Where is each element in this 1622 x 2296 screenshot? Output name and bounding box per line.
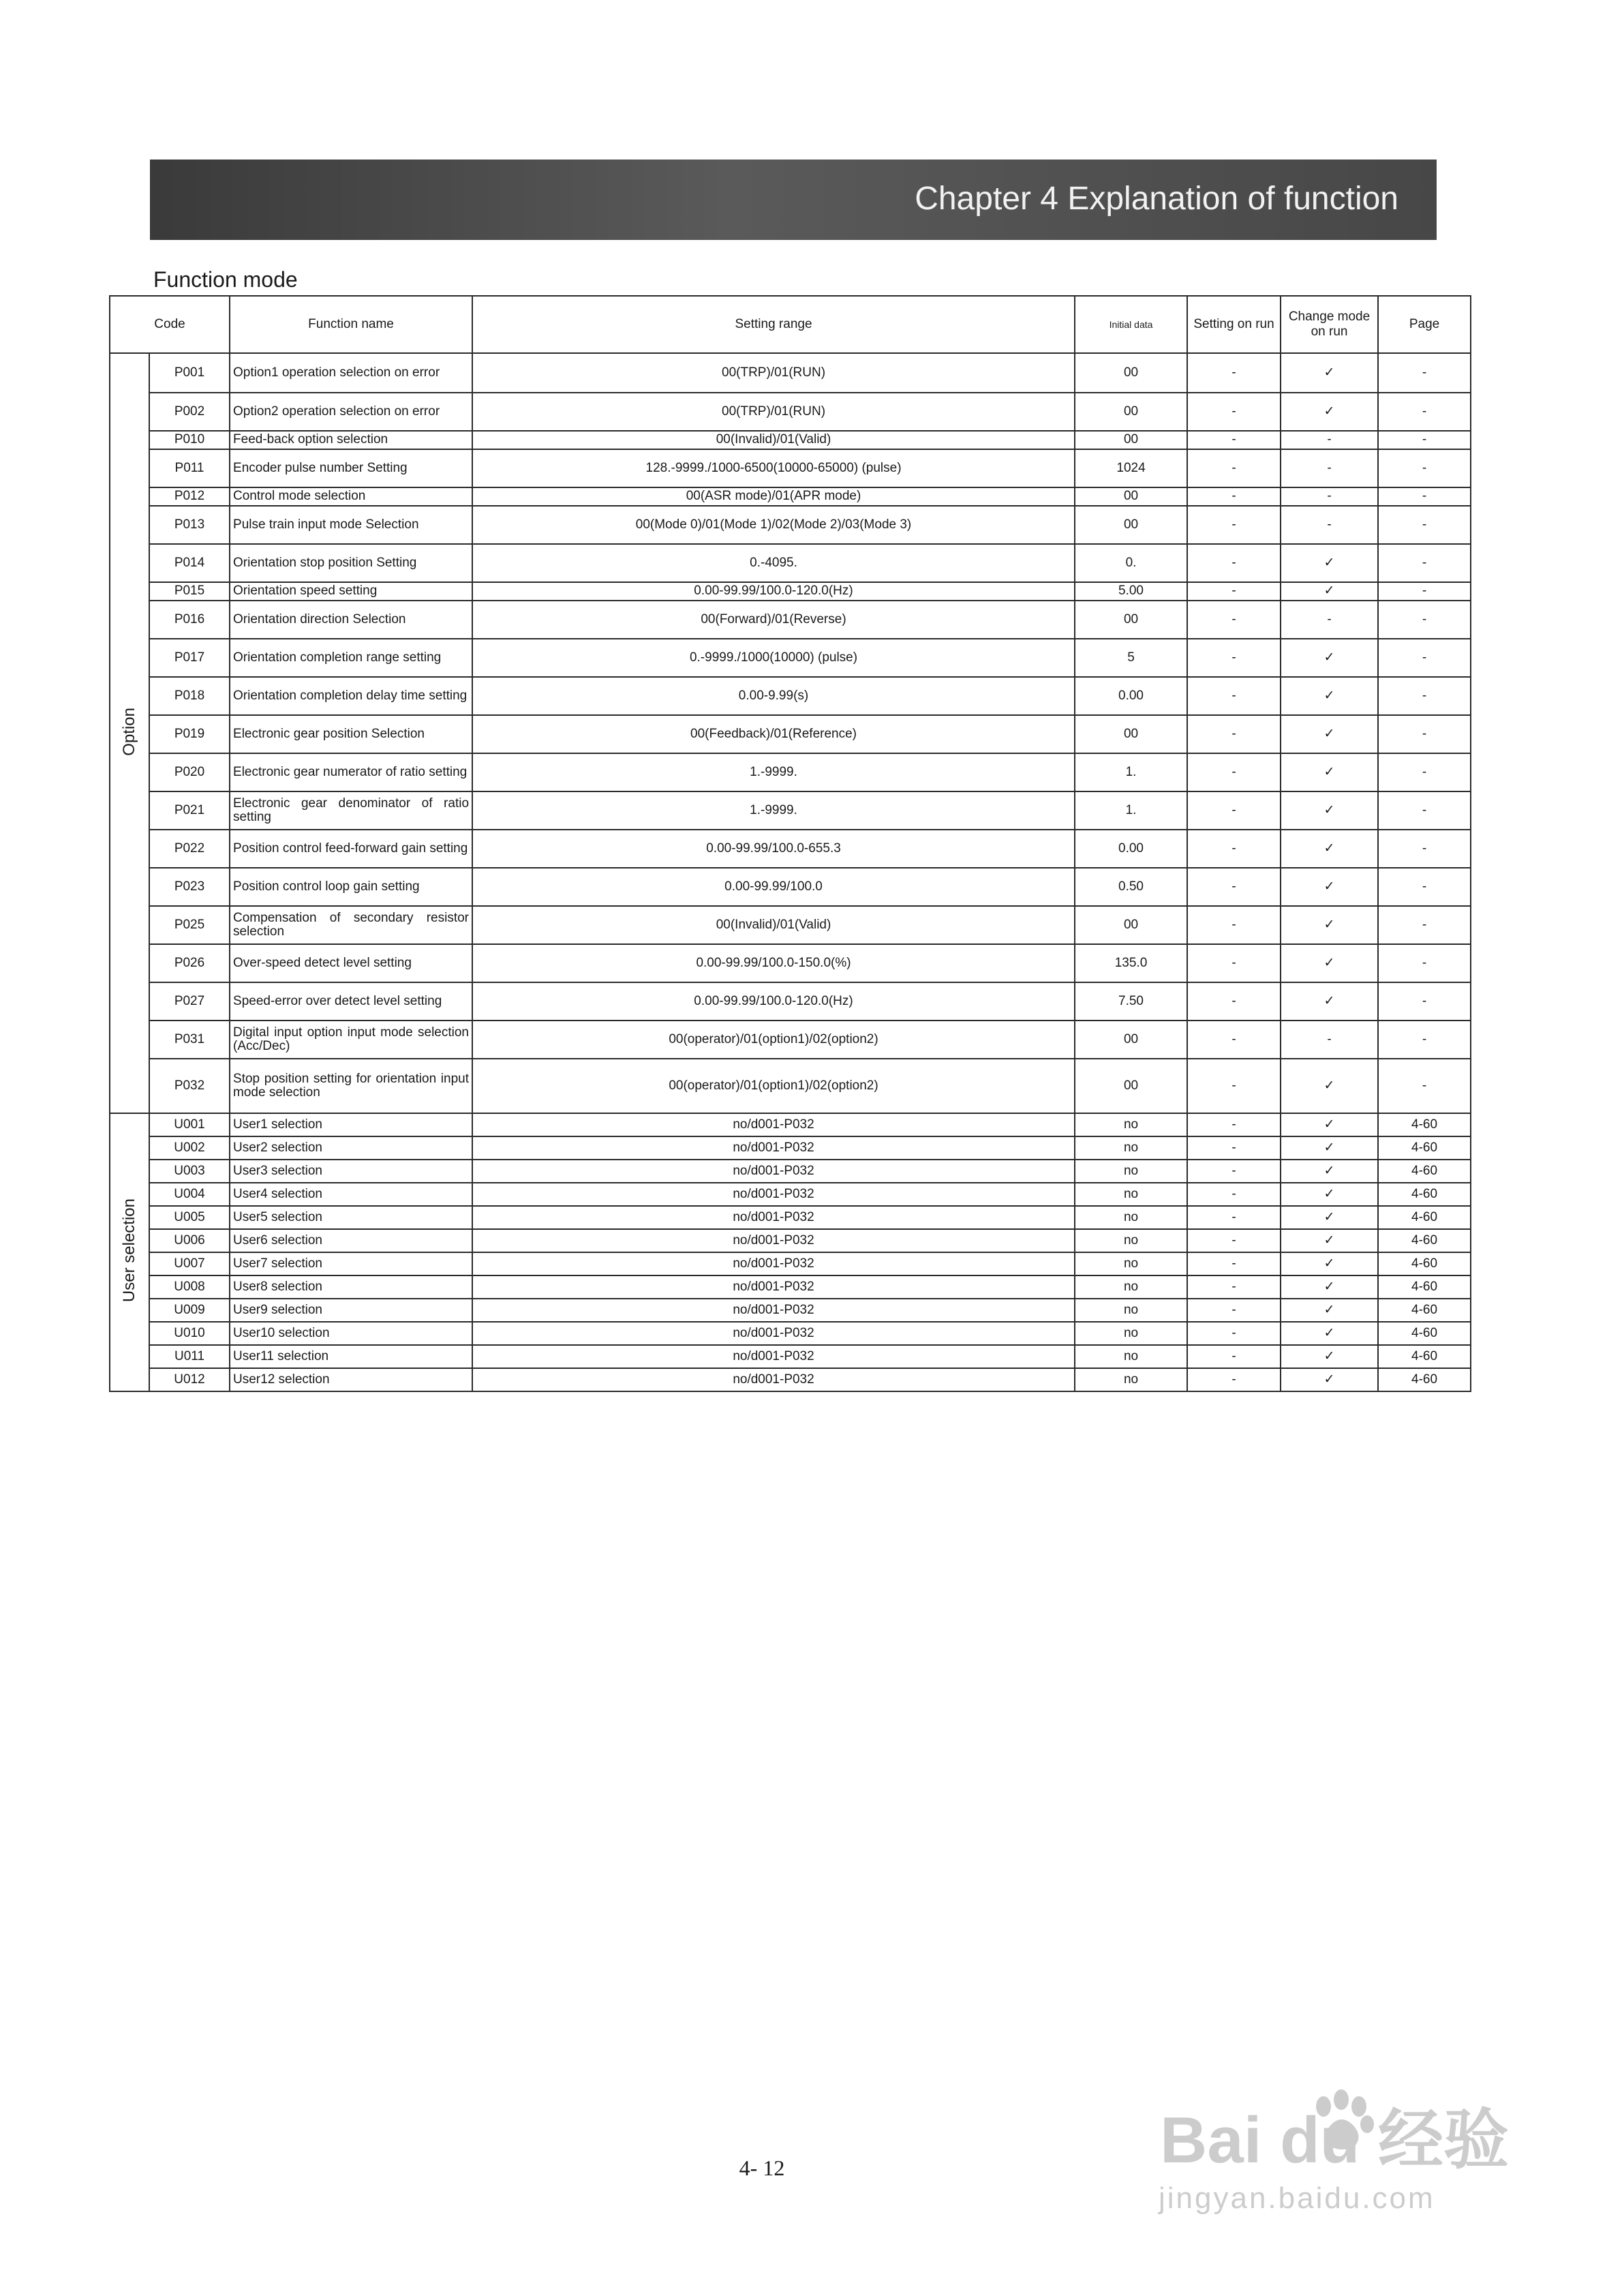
chapter-title: Chapter 4 Explanation of function [915, 181, 1398, 217]
cell-code: U012 [149, 1368, 230, 1391]
cell-change-mode-on-run: ✓ [1281, 791, 1378, 830]
cell-change-mode-on-run: ✓ [1281, 1275, 1378, 1299]
table-row [110, 982, 1471, 1021]
cell-setting-range: no/d001-P032 [472, 1322, 1075, 1345]
cell-code: P023 [149, 868, 230, 906]
header-setting-range: Setting range [472, 296, 1075, 353]
cell-setting-on-run: - [1187, 1275, 1281, 1299]
cell-setting-on-run: - [1187, 1183, 1281, 1206]
section-title: Function mode [153, 267, 298, 292]
table-row [110, 487, 1471, 506]
cell-setting-range: 0.-4095. [472, 544, 1075, 582]
cell-setting-range: no/d001-P032 [472, 1252, 1075, 1275]
cell-change-mode-on-run: ✓ [1281, 1299, 1378, 1322]
cell-function-name: User6 selection [230, 1229, 472, 1252]
cell-function-name: Option2 operation selection on error [230, 393, 472, 431]
cell-initial-data: no [1075, 1299, 1187, 1322]
table-row [110, 506, 1471, 544]
cell-setting-on-run: - [1187, 982, 1281, 1021]
cell-function-name: Orientation completion delay time setting [230, 677, 472, 715]
cell-change-mode-on-run: - [1281, 1021, 1378, 1059]
table-row [110, 1229, 1471, 1252]
cell-page: - [1378, 715, 1471, 753]
cell-page: - [1378, 868, 1471, 906]
table-row [110, 1113, 1471, 1136]
cell-code: P002 [149, 393, 230, 431]
cell-setting-on-run: - [1187, 830, 1281, 868]
cell-code: U007 [149, 1252, 230, 1275]
cell-initial-data: 00 [1075, 715, 1187, 753]
cell-initial-data: 7.50 [1075, 982, 1187, 1021]
cell-setting-on-run: - [1187, 582, 1281, 601]
cell-function-name: Stop position setting for orientation input mode selection [230, 1059, 472, 1113]
cell-initial-data: no [1075, 1252, 1187, 1275]
cell-function-name: User4 selection [230, 1183, 472, 1206]
cell-setting-range: no/d001-P032 [472, 1136, 1075, 1160]
cell-initial-data: 5.00 [1075, 582, 1187, 601]
cell-code: P020 [149, 753, 230, 791]
cell-setting-on-run: - [1187, 944, 1281, 982]
chapter-header-bar [150, 160, 1437, 240]
header-function-name: Function name [230, 296, 472, 353]
cell-function-name: Compensation of secondary resistor selection [230, 906, 472, 944]
cell-page: - [1378, 906, 1471, 944]
cell-initial-data: no [1075, 1229, 1187, 1252]
cell-page: - [1378, 487, 1471, 506]
table-row [110, 830, 1471, 868]
cell-function-name: User11 selection [230, 1345, 472, 1368]
cell-function-name: Orientation completion range setting [230, 639, 472, 677]
cell-change-mode-on-run: - [1281, 449, 1378, 487]
cell-page: - [1378, 677, 1471, 715]
cell-page: - [1378, 944, 1471, 982]
header-initial-data: Initial data [1075, 296, 1187, 353]
cell-setting-range: no/d001-P032 [472, 1229, 1075, 1252]
cell-setting-on-run: - [1187, 1229, 1281, 1252]
cell-code: P010 [149, 431, 230, 449]
cell-function-name: Electronic gear position Selection [230, 715, 472, 753]
table-row [110, 1183, 1471, 1206]
cell-change-mode-on-run: ✓ [1281, 1345, 1378, 1368]
cell-page: 4-60 [1378, 1183, 1471, 1206]
table-row [110, 791, 1471, 830]
cell-change-mode-on-run: ✓ [1281, 582, 1378, 601]
cell-change-mode-on-run: ✓ [1281, 1160, 1378, 1183]
cell-setting-on-run: - [1187, 753, 1281, 791]
group-label-cell [110, 353, 149, 1113]
cell-change-mode-on-run: ✓ [1281, 1252, 1378, 1275]
table-header-row [110, 296, 1471, 353]
cell-code: P013 [149, 506, 230, 544]
cell-function-name: Position control feed-forward gain setting [230, 830, 472, 868]
cell-initial-data: 0. [1075, 544, 1187, 582]
cell-change-mode-on-run: ✓ [1281, 1368, 1378, 1391]
cell-code: P032 [149, 1059, 230, 1113]
table-row [110, 1252, 1471, 1275]
group-label: User selection [120, 1198, 139, 1303]
cell-initial-data: 1. [1075, 791, 1187, 830]
table-row [110, 449, 1471, 487]
cell-change-mode-on-run: ✓ [1281, 906, 1378, 944]
cell-initial-data: no [1075, 1160, 1187, 1183]
cell-function-name: User9 selection [230, 1299, 472, 1322]
cell-change-mode-on-run: ✓ [1281, 982, 1378, 1021]
cell-setting-on-run: - [1187, 506, 1281, 544]
cell-page: - [1378, 791, 1471, 830]
cell-setting-on-run: - [1187, 1160, 1281, 1183]
cell-setting-range: 00(operator)/01(option1)/02(option2) [472, 1021, 1075, 1059]
cell-function-name: Position control loop gain setting [230, 868, 472, 906]
cell-change-mode-on-run: - [1281, 506, 1378, 544]
cell-initial-data: no [1075, 1275, 1187, 1299]
cell-change-mode-on-run: ✓ [1281, 1322, 1378, 1345]
table-row [110, 753, 1471, 791]
cell-function-name: Over-speed detect level setting [230, 944, 472, 982]
table-row [110, 906, 1471, 944]
cell-page: 4-60 [1378, 1368, 1471, 1391]
cell-setting-on-run: - [1187, 1113, 1281, 1136]
cell-initial-data: 00 [1075, 487, 1187, 506]
cell-setting-on-run: - [1187, 353, 1281, 393]
cell-change-mode-on-run: ✓ [1281, 830, 1378, 868]
cell-setting-on-run: - [1187, 1368, 1281, 1391]
cell-code: P012 [149, 487, 230, 506]
cell-initial-data: 0.00 [1075, 830, 1187, 868]
cell-function-name: Feed-back option selection [230, 431, 472, 449]
cell-setting-range: 00(Mode 0)/01(Mode 1)/02(Mode 2)/03(Mode 3) [472, 506, 1075, 544]
cell-change-mode-on-run: - [1281, 487, 1378, 506]
cell-page: - [1378, 982, 1471, 1021]
cell-change-mode-on-run: ✓ [1281, 868, 1378, 906]
cell-function-name: Orientation stop position Setting [230, 544, 472, 582]
cell-page: 4-60 [1378, 1345, 1471, 1368]
cell-change-mode-on-run: ✓ [1281, 1113, 1378, 1136]
cell-setting-on-run: - [1187, 1345, 1281, 1368]
cell-setting-range: 00(operator)/01(option1)/02(option2) [472, 1059, 1075, 1113]
cell-setting-range: no/d001-P032 [472, 1275, 1075, 1299]
cell-code: P015 [149, 582, 230, 601]
cell-setting-on-run: - [1187, 1021, 1281, 1059]
cell-initial-data: 0.00 [1075, 677, 1187, 715]
cell-setting-on-run: - [1187, 1299, 1281, 1322]
cell-setting-range: 00(Feedback)/01(Reference) [472, 715, 1075, 753]
cell-change-mode-on-run: ✓ [1281, 353, 1378, 393]
header-code: Code [110, 296, 230, 353]
cell-code: P031 [149, 1021, 230, 1059]
cell-initial-data: no [1075, 1345, 1187, 1368]
cell-setting-on-run: - [1187, 639, 1281, 677]
cell-page: - [1378, 601, 1471, 639]
paw-icon [1152, 2086, 1533, 2175]
table-row [110, 868, 1471, 906]
cell-change-mode-on-run: ✓ [1281, 1136, 1378, 1160]
cell-function-name: Orientation direction Selection [230, 601, 472, 639]
cell-setting-on-run: - [1187, 1136, 1281, 1160]
cell-change-mode-on-run: ✓ [1281, 715, 1378, 753]
cell-function-name: User1 selection [230, 1113, 472, 1136]
cell-initial-data: 0.50 [1075, 868, 1187, 906]
cell-page: 4-60 [1378, 1136, 1471, 1160]
cell-change-mode-on-run: ✓ [1281, 544, 1378, 582]
table-row [110, 601, 1471, 639]
cell-change-mode-on-run: ✓ [1281, 1229, 1378, 1252]
cell-setting-on-run: - [1187, 487, 1281, 506]
cell-page: - [1378, 830, 1471, 868]
table-row [110, 1059, 1471, 1113]
table-row [110, 544, 1471, 582]
cell-setting-on-run: - [1187, 1206, 1281, 1229]
cell-initial-data: 135.0 [1075, 944, 1187, 982]
cell-code: P011 [149, 449, 230, 487]
table-row [110, 1021, 1471, 1059]
cell-change-mode-on-run: ✓ [1281, 393, 1378, 431]
cell-setting-on-run: - [1187, 431, 1281, 449]
cell-function-name: Option1 operation selection on error [230, 353, 472, 393]
table-row [110, 353, 1471, 393]
cell-code: P022 [149, 830, 230, 868]
cell-setting-range: 00(ASR mode)/01(APR mode) [472, 487, 1075, 506]
cell-setting-range: 0.-9999./1000(10000) (pulse) [472, 639, 1075, 677]
watermark-url: jingyan.baidu.com [1159, 2181, 1435, 2215]
function-mode-table [109, 295, 1471, 1392]
cell-page: 4-60 [1378, 1299, 1471, 1322]
cell-code: U011 [149, 1345, 230, 1368]
cell-setting-range: no/d001-P032 [472, 1299, 1075, 1322]
cell-code: P017 [149, 639, 230, 677]
table-row [110, 1206, 1471, 1229]
cell-function-name: Electronic gear numerator of ratio setting [230, 753, 472, 791]
cell-code: U010 [149, 1322, 230, 1345]
cell-change-mode-on-run: ✓ [1281, 1183, 1378, 1206]
cell-initial-data: 00 [1075, 1059, 1187, 1113]
cell-function-name: Control mode selection [230, 487, 472, 506]
baidu-watermark [1152, 2059, 1533, 2229]
cell-setting-range: 1.-9999. [472, 791, 1075, 830]
header-setting-on-run: Setting on run [1187, 296, 1281, 353]
cell-change-mode-on-run: ✓ [1281, 753, 1378, 791]
cell-change-mode-on-run: - [1281, 601, 1378, 639]
cell-page: - [1378, 1021, 1471, 1059]
cell-code: U005 [149, 1206, 230, 1229]
cell-page: - [1378, 506, 1471, 544]
cell-code: P016 [149, 601, 230, 639]
table-row [110, 639, 1471, 677]
table-row [110, 582, 1471, 601]
cell-setting-on-run: - [1187, 1059, 1281, 1113]
cell-setting-range: 128.-9999./1000-6500(10000-65000) (pulse) [472, 449, 1075, 487]
cell-initial-data: 1024 [1075, 449, 1187, 487]
cell-function-name: Pulse train input mode Selection [230, 506, 472, 544]
cell-code: U002 [149, 1136, 230, 1160]
cell-initial-data: 00 [1075, 906, 1187, 944]
cell-change-mode-on-run: - [1281, 431, 1378, 449]
table-row [110, 1275, 1471, 1299]
table-row [110, 393, 1471, 431]
table-row [110, 431, 1471, 449]
cell-initial-data: no [1075, 1206, 1187, 1229]
cell-initial-data: 00 [1075, 506, 1187, 544]
cell-setting-range: 0.00-99.99/100.0 [472, 868, 1075, 906]
cell-change-mode-on-run: ✓ [1281, 639, 1378, 677]
cell-code: U006 [149, 1229, 230, 1252]
table-row [110, 1322, 1471, 1345]
cell-initial-data: no [1075, 1322, 1187, 1345]
cell-code: U004 [149, 1183, 230, 1206]
cell-page: 4-60 [1378, 1275, 1471, 1299]
table-row [110, 1345, 1471, 1368]
cell-function-name: Electronic gear denominator of ratio setting [230, 791, 472, 830]
cell-page: - [1378, 1059, 1471, 1113]
cell-change-mode-on-run: ✓ [1281, 1206, 1378, 1229]
cell-setting-on-run: - [1187, 449, 1281, 487]
cell-setting-range: 00(Invalid)/01(Valid) [472, 906, 1075, 944]
cell-setting-range: 00(TRP)/01(RUN) [472, 393, 1075, 431]
cell-setting-range: 00(TRP)/01(RUN) [472, 353, 1075, 393]
cell-page: - [1378, 639, 1471, 677]
cell-initial-data: 5 [1075, 639, 1187, 677]
cell-page: - [1378, 753, 1471, 791]
cell-page: 4-60 [1378, 1252, 1471, 1275]
cell-initial-data: no [1075, 1136, 1187, 1160]
table-row [110, 1368, 1471, 1391]
cell-initial-data: 00 [1075, 353, 1187, 393]
cell-setting-range: no/d001-P032 [472, 1183, 1075, 1206]
cell-page: - [1378, 582, 1471, 601]
cell-function-name: User8 selection [230, 1275, 472, 1299]
cell-setting-range: 00(Forward)/01(Reverse) [472, 601, 1075, 639]
watermark-brand-text: Bai du 经验 [1160, 2104, 1510, 2175]
table-row [110, 1136, 1471, 1160]
cell-initial-data: no [1075, 1183, 1187, 1206]
table-row [110, 944, 1471, 982]
cell-setting-range: no/d001-P032 [472, 1160, 1075, 1183]
cell-setting-range: 0.00-99.99/100.0-120.0(Hz) [472, 982, 1075, 1021]
cell-setting-range: 00(Invalid)/01(Valid) [472, 431, 1075, 449]
cell-setting-on-run: - [1187, 1322, 1281, 1345]
cell-initial-data: 1. [1075, 753, 1187, 791]
table-row [110, 715, 1471, 753]
group-label: Option [120, 707, 139, 756]
cell-code: U009 [149, 1299, 230, 1322]
cell-initial-data: 00 [1075, 431, 1187, 449]
cell-function-name: User2 selection [230, 1136, 472, 1160]
page-number: 4- 12 [739, 2156, 785, 2180]
cell-page: - [1378, 431, 1471, 449]
cell-setting-range: 0.00-99.99/100.0-150.0(%) [472, 944, 1075, 982]
cell-code: P001 [149, 353, 230, 393]
cell-initial-data: no [1075, 1368, 1187, 1391]
cell-code: P026 [149, 944, 230, 982]
header-page: Page [1378, 296, 1471, 353]
cell-function-name: User7 selection [230, 1252, 472, 1275]
cell-code: P018 [149, 677, 230, 715]
table-row [110, 1160, 1471, 1183]
cell-function-name: Orientation speed setting [230, 582, 472, 601]
cell-change-mode-on-run: ✓ [1281, 677, 1378, 715]
cell-setting-on-run: - [1187, 393, 1281, 431]
cell-setting-on-run: - [1187, 868, 1281, 906]
cell-function-name: Encoder pulse number Setting [230, 449, 472, 487]
cell-page: - [1378, 449, 1471, 487]
cell-setting-range: 0.00-99.99/100.0-120.0(Hz) [472, 582, 1075, 601]
cell-setting-on-run: - [1187, 544, 1281, 582]
cell-setting-on-run: - [1187, 715, 1281, 753]
cell-setting-range: no/d001-P032 [472, 1368, 1075, 1391]
cell-setting-range: no/d001-P032 [472, 1345, 1075, 1368]
cell-page: 4-60 [1378, 1206, 1471, 1229]
cell-code: P019 [149, 715, 230, 753]
cell-change-mode-on-run: ✓ [1281, 1059, 1378, 1113]
cell-initial-data: 00 [1075, 1021, 1187, 1059]
cell-page: - [1378, 393, 1471, 431]
cell-page: - [1378, 353, 1471, 393]
cell-function-name: User12 selection [230, 1368, 472, 1391]
cell-initial-data: 00 [1075, 393, 1187, 431]
cell-code: U001 [149, 1113, 230, 1136]
cell-code: P021 [149, 791, 230, 830]
cell-code: U008 [149, 1275, 230, 1299]
cell-setting-on-run: - [1187, 791, 1281, 830]
cell-setting-range: no/d001-P032 [472, 1113, 1075, 1136]
cell-setting-range: 0.00-99.99/100.0-655.3 [472, 830, 1075, 868]
cell-code: P014 [149, 544, 230, 582]
cell-code: U003 [149, 1160, 230, 1183]
cell-page: 4-60 [1378, 1229, 1471, 1252]
cell-setting-range: 0.00-9.99(s) [472, 677, 1075, 715]
cell-change-mode-on-run: ✓ [1281, 944, 1378, 982]
cell-page: - [1378, 544, 1471, 582]
cell-setting-range: 1.-9999. [472, 753, 1075, 791]
cell-function-name: Speed-error over detect level setting [230, 982, 472, 1021]
group-label-cell [110, 1113, 149, 1391]
cell-code: P027 [149, 982, 230, 1021]
cell-page: 4-60 [1378, 1322, 1471, 1345]
cell-setting-on-run: - [1187, 677, 1281, 715]
cell-page: 4-60 [1378, 1160, 1471, 1183]
header-change-mode-on-run: Change mode on run [1281, 296, 1378, 353]
cell-initial-data: no [1075, 1113, 1187, 1136]
cell-page: 4-60 [1378, 1113, 1471, 1136]
cell-setting-range: no/d001-P032 [472, 1206, 1075, 1229]
cell-initial-data: 00 [1075, 601, 1187, 639]
table-row [110, 1299, 1471, 1322]
table-row [110, 677, 1471, 715]
cell-function-name: User10 selection [230, 1322, 472, 1345]
cell-code: P025 [149, 906, 230, 944]
cell-setting-on-run: - [1187, 906, 1281, 944]
cell-setting-on-run: - [1187, 601, 1281, 639]
cell-function-name: User5 selection [230, 1206, 472, 1229]
cell-function-name: User3 selection [230, 1160, 472, 1183]
cell-function-name: Digital input option input mode selection (Acc/Dec) [230, 1021, 472, 1059]
cell-setting-on-run: - [1187, 1252, 1281, 1275]
